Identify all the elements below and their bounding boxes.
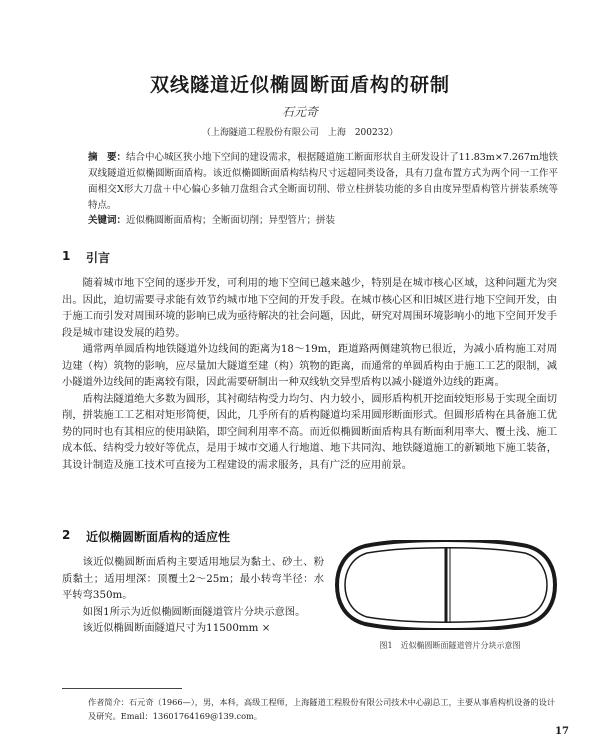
paragraph: 通常两单圆盾构地铁隧道外边线间的距离为18～19m，距道路两侧建筑物已很近，为减小盾构施工对周边建（构）筑物的影响，应尽量加大隧道至建（构）筑物的距离，而通常的单圆盾构由于施工工艺的限制，减小隧道外边线间的距离较有限，因此需要研制出一种双线轨交异型盾构以减小隧道外边线的距离。 (62, 343, 557, 388)
abstract-label: 摘 要： (88, 152, 127, 163)
paper-title: 双线隧道近似椭圆断面盾构的研制 (149, 74, 450, 96)
section-2-body (62, 554, 324, 637)
section-1-title: 引言 (86, 251, 111, 265)
abstract (88, 150, 558, 214)
tunnel-segment-figure (335, 540, 557, 630)
section-2-title: 近似椭圆断面盾构的适应性 (86, 530, 231, 544)
paragraph: 该近似椭圆断面盾构主要适用地层为黏土、砂土、粉质黏土；适用埋深：顶覆土2～25m；最小转弯半径：水平转弯350m。 (62, 556, 324, 601)
paragraph: 如图1所示为近似椭圆断面隧道管片分块示意图。 (82, 605, 306, 618)
abstract-text: 结合中心城区狭小地下空间的建设需求，根据隧道施工断面形状自主研发设计了11.83m×7.267m地铁双线隧道近似椭圆断面盾构。该近似椭圆断面盾构结构尺寸远超同类设备，具有刀盘布置方式为两个同一工作平面相交X形大刀盘＋中心偏心多轴刀盘组合式全断面切削、带立柱拼装功能的多自由度异型盾构管片拼装系统等特点。 (88, 152, 558, 211)
section-1-body (62, 275, 557, 473)
section-1-number: 1 (62, 249, 71, 263)
footnote-rule (62, 688, 182, 689)
paragraph: 随着城市地下空间的逐步开发，可利用的地下空间已越来越少，特别是在城市核心区域，这种问题尤为突出。因此，迫切需要寻求能有效节约城市地下空间的开发手段。在城市核心区和旧城区进行地下空间开发，由于施工而引发对周围环境的影响已成为亟待解决的社会问题，因此，研究对周围环境影响小的地下空间开发手段是城市建设发展的趋势。 (62, 277, 557, 339)
figure-caption: 图1 近似椭圆断面隧道管片分块示意图 (379, 641, 521, 650)
affiliation: （上海隧道工程股份有限公司 上海 200232） (201, 128, 399, 138)
page-number: 17 (555, 726, 569, 737)
author-name: 石元奇 (281, 105, 318, 119)
keywords-label: 关键词： (88, 215, 127, 226)
author-footnote: 作者简介：石元奇（1966—），男，本科，高级工程师，上海隧道工程股份有限公司技术中心副总工，主要从事盾构机设备的设计及研究。Email：13601764169@139.com。 (88, 697, 556, 721)
keywords-text: 近似椭圆断面盾构；全断面切削；异型管片；拼装 (126, 215, 336, 226)
section-2-number: 2 (62, 528, 71, 542)
keywords (88, 212, 558, 226)
paragraph: 该近似椭圆断面隧道尺寸为11500mm × (82, 622, 271, 634)
paragraph: 盾构法隧道绝大多数为圆形，其衬砌结构受力均匀、内力较小，圆形盾构机开挖面较矩形易于实现全面切削，拼装施工工艺相对矩形简便，因此，几乎所有的盾构隧道均采用圆形断面形式。但圆形盾构在具备施工优势的同时也有其相应的使用缺陷，即空间利用率不高。而近似椭圆断面盾构具有断面利用率大、覆土浅、施工成本低、结构受力较好等优点，是用于城市交通人行地道、地下共同沟、地铁隧道施工的新颖地下施工装备，其设计制造及施工技术可直接为工程建设的需求服务，具有广泛的应用前景。 (62, 392, 557, 471)
